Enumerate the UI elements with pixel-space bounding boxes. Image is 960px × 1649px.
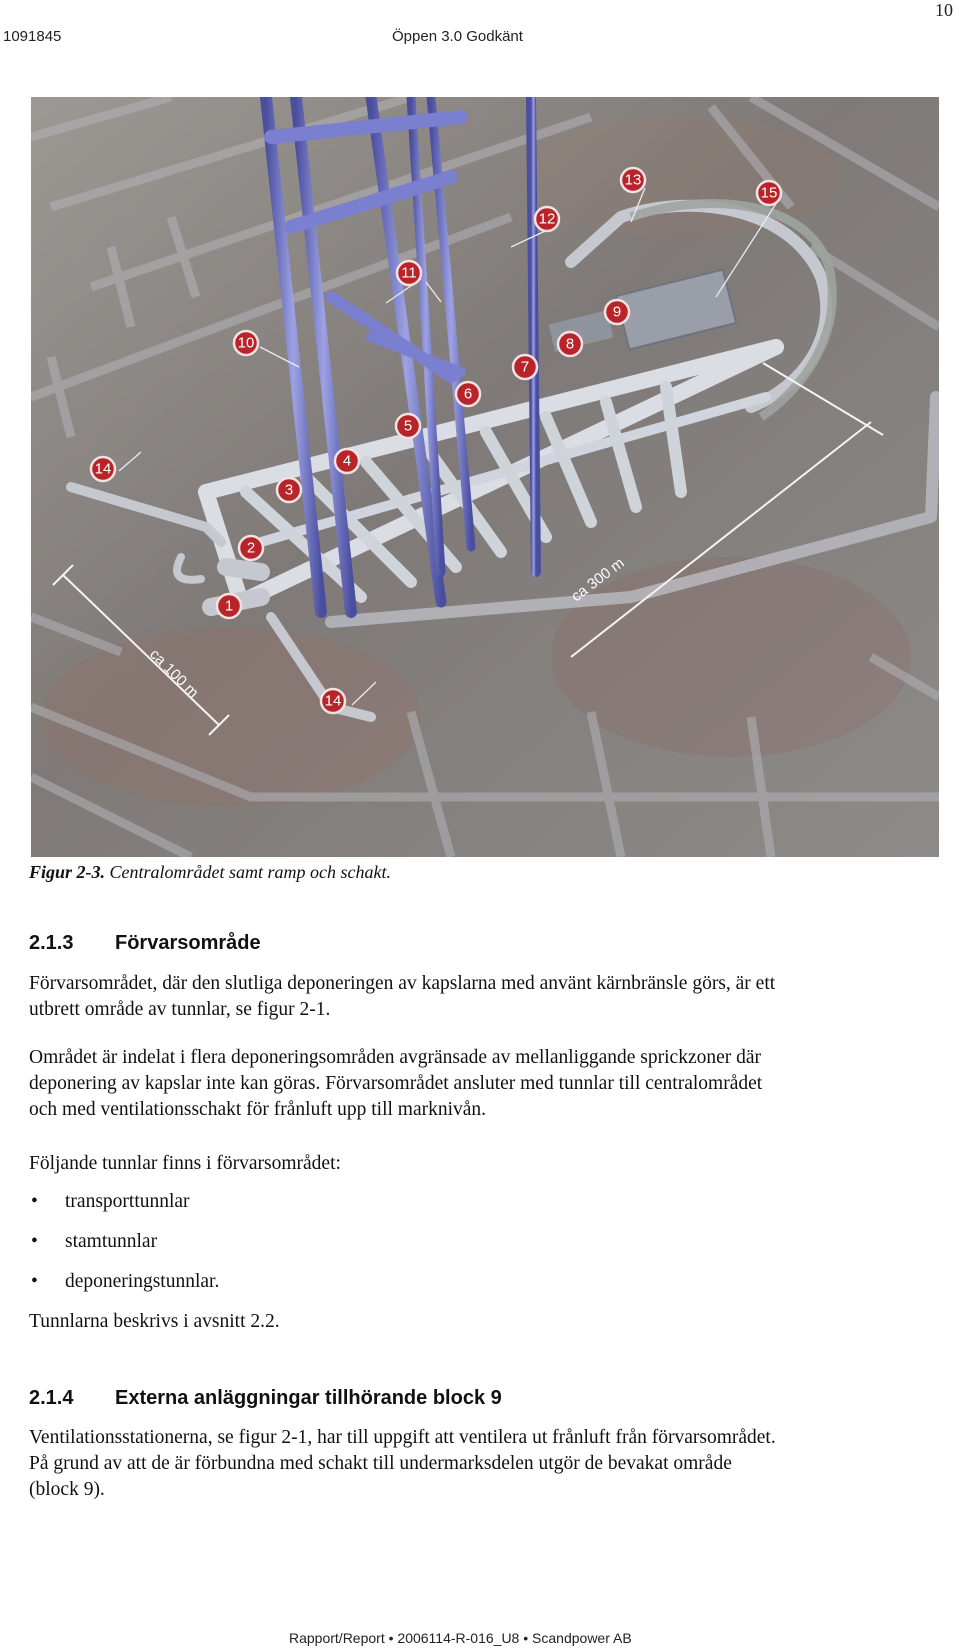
text-line: (block 9). [29, 1479, 105, 1500]
list-item-text: deponeringstunnlar. [65, 1271, 220, 1292]
bullet-dot: • [31, 1231, 38, 1252]
section-214-heading [29, 1387, 502, 1410]
section-213-heading [29, 932, 261, 955]
doc-status: Öppen 3.0 Godkänt [392, 28, 523, 45]
figure-caption-text: Centralområdet samt ramp och schakt. [109, 862, 392, 882]
figure-caption-label: Figur 2-3. [29, 862, 106, 882]
dimension-label-100: ca 100 m [146, 645, 202, 702]
list-item-text: stamtunnlar [65, 1231, 158, 1252]
marker-2 [239, 536, 263, 560]
svg-text:5: 5 [403, 417, 413, 435]
svg-text:14: 14 [94, 460, 112, 478]
svg-text:12: 12 [538, 210, 556, 228]
marker-5 [396, 414, 420, 438]
svg-text:11: 11 [401, 264, 417, 282]
section-214-number: 2.1.4 [29, 1387, 74, 1409]
marker-4 [335, 449, 359, 473]
section-213-closing: Tunnlarna beskrivs i avsnitt 2.2. [29, 1311, 280, 1332]
central-area-figure [31, 97, 939, 857]
text-line: Förvarsområdet, där den slutliga deponeringen av kapslarna med använt kärnbränsle görs, är ett [29, 973, 776, 994]
text-line: deponering av kapslar inte kan göras. Förvarsområdet ansluter med tunnlar till centralområdet [29, 1073, 763, 1094]
marker-3 [277, 478, 301, 502]
bullet-dot: • [31, 1191, 38, 1212]
svg-text:15: 15 [760, 184, 778, 202]
section-213-paragraph-1 [29, 971, 775, 1023]
bullet-dot: • [31, 1271, 38, 1292]
section-214-title: Externa anläggningar tillhörande block 9 [115, 1387, 502, 1409]
section-214-paragraph-1 [29, 1425, 776, 1503]
dimension-label-300: ca 300 m [568, 554, 628, 606]
section-213-paragraph-2 [29, 1045, 762, 1123]
page-footer [289, 1630, 632, 1646]
marker-15 [757, 181, 781, 205]
text-line: och med ventilationsschakt för frånluft upp till marknivån. [29, 1099, 487, 1120]
page-number: 10 [935, 0, 953, 20]
doc-id: 1091845 [3, 28, 62, 45]
text-line: På grund av att de är förbundna med schakt till undermarksdelen utgör de bevakat område [29, 1453, 732, 1474]
svg-text:3: 3 [284, 481, 294, 499]
svg-text:1: 1 [224, 597, 234, 615]
footer-separator: • [523, 1630, 529, 1646]
list-intro: Följande tunnlar finns i förvarsområdet: [29, 1153, 341, 1174]
section-213-title: Förvarsområde [115, 932, 261, 954]
footer-report-label: Rapport/Report [289, 1630, 385, 1646]
svg-text:8: 8 [565, 335, 575, 353]
footer-separator: • [388, 1630, 394, 1646]
marker-10 [234, 331, 258, 355]
footer-report-number: 2006114-R-016_U8 [397, 1630, 520, 1646]
list-item-text: transporttunnlar [65, 1191, 190, 1212]
marker-11 [397, 261, 421, 285]
figure-caption [29, 862, 391, 883]
text-line: utbrett område av tunnlar, se figur 2-1. [29, 999, 331, 1020]
marker-14-left [91, 457, 115, 481]
marker-7 [513, 355, 537, 379]
text-line: Området är indelat i flera deponeringsområden avgränsade av mellanliggande sprickzoner där [29, 1047, 762, 1068]
marker-12 [535, 207, 559, 231]
footer-company: Scandpower AB [532, 1630, 632, 1646]
list-item [31, 1191, 431, 1217]
svg-text:13: 13 [624, 171, 642, 189]
marker-9 [605, 300, 629, 324]
marker-14-bottom [321, 689, 345, 713]
svg-text:4: 4 [342, 452, 352, 470]
svg-text:2: 2 [246, 539, 256, 557]
svg-text:10: 10 [237, 334, 255, 352]
marker-13 [621, 168, 645, 192]
text-line: Ventilationsstationerna, se figur 2-1, har till uppgift att ventilera ut frånluft från förvarsområdet. [29, 1427, 776, 1448]
list-item [31, 1271, 431, 1297]
svg-text:14: 14 [324, 692, 342, 710]
section-213-number: 2.1.3 [29, 932, 74, 954]
marker-6 [456, 382, 480, 406]
svg-text:7: 7 [520, 358, 530, 376]
marker-8 [558, 332, 582, 356]
list-item [31, 1231, 431, 1257]
svg-text:9: 9 [612, 303, 622, 321]
svg-text:6: 6 [463, 385, 473, 403]
marker-1 [217, 594, 241, 618]
